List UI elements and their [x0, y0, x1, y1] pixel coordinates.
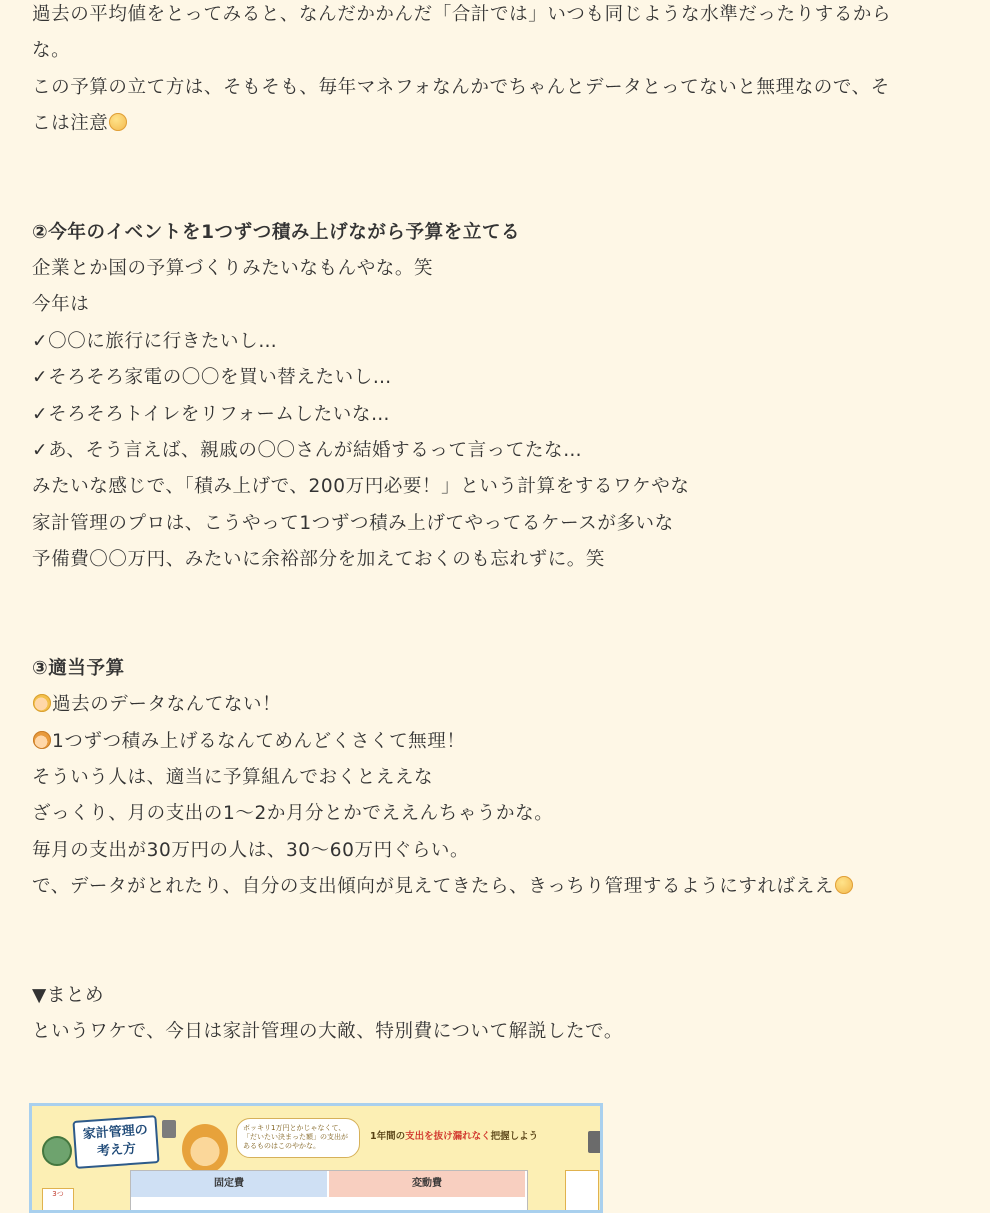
expense-table [130, 1170, 528, 1213]
spacer [32, 906, 960, 978]
quote-line [32, 724, 960, 760]
smile-emoji-icon [109, 113, 127, 131]
infographic-title [72, 1115, 159, 1169]
checklist-item: ✓〇〇に旅行に行きたいし… [32, 330, 278, 352]
paragraph: 過去の平均値をとってみると、なんだかかんだ「合計では」いつも同じような水準だったりするから [32, 4, 892, 25]
section-heading: ③適当予算 [32, 657, 125, 679]
paragraph: この予算の立て方は、そもそも、毎年マネフォなんかでちゃんとデータとってないと無理なので、そ [32, 76, 890, 98]
quote-text: 1つずつ積み上げるなんてめんどくさくて無理！ [52, 730, 466, 752]
quote-line [32, 687, 960, 723]
person-emoji-icon [33, 731, 51, 749]
spacer [32, 579, 960, 651]
paragraph: ざっくり、月の支出の1〜2か月分とかでええんちゃうかな。 [32, 803, 554, 825]
section-heading: ②今年のイベントを1つずつ積み上げながら予算を立てる [32, 221, 521, 243]
paragraph: 企業とか国の予算づくりみたいなもんやな。笑 [32, 258, 434, 280]
checklist-item: ✓そろそろ家電の〇〇を買い替えたいし… [32, 367, 392, 389]
paragraph: というワケで、今日は家計管理の大敵、特別費について解説したで。 [32, 1020, 623, 1042]
headline-text: 1年間の [370, 1131, 406, 1142]
spacer [32, 143, 960, 215]
paragraph: 予備費〇〇万円、みたいに余裕部分を加えておくのも忘れずに。笑 [32, 549, 606, 571]
checklist-item: ✓あ、そう言えば、親戚の〇〇さんが結婚するって言ってたな… [32, 440, 583, 462]
paragraph [32, 106, 960, 142]
headline-text: 把握しよう [490, 1131, 539, 1142]
smile-emoji-icon [835, 876, 853, 894]
infographic-image[interactable] [29, 1103, 603, 1213]
quote-text: 過去のデータなんてない！ [52, 694, 282, 716]
checklist-item: ✓そろそろトイレをリフォームしたいな… [32, 403, 391, 425]
headline-highlight: 支出を抜け漏れなく [405, 1131, 491, 1142]
infographic-title-line: 家計管理の [82, 1122, 149, 1143]
fixed-cost-header: 固定費 [131, 1171, 327, 1197]
infographic-title-line: 考え方 [96, 1141, 137, 1160]
paragraph: な。 [32, 40, 71, 62]
variable-cost-header: 変動費 [329, 1171, 525, 1197]
coin-icon [42, 1136, 72, 1166]
calculator-icon [588, 1131, 603, 1153]
person-emoji-icon [33, 694, 51, 712]
infographic-headline [370, 1128, 538, 1142]
side-label: 3つ [42, 1188, 74, 1213]
speech-bubble: ボッキリ1万円とかじゃなくて、「だいたい決まった額」の支出があるものはこのやかな。 [236, 1118, 360, 1158]
paragraph: そういう人は、適当に予算組んでおくとええな [32, 766, 434, 788]
side-note-box [565, 1170, 599, 1212]
calculator-icon [162, 1120, 176, 1138]
paragraph-text: で、データがとれたり、自分の支出傾向が見えてきたら、きっちり管理するようにすればええ [32, 876, 834, 898]
paragraph: みたいな感じで、「積み上げで、200万円必要！」という計算をするワケやな [32, 476, 690, 498]
paragraph: 家計管理のプロは、こうやって1つずつ積み上げてやってるケースが多いな [32, 512, 674, 534]
paragraph [32, 869, 960, 905]
summary-heading: ▼まとめ [32, 984, 105, 1006]
paragraph-text: こは注意 [32, 113, 109, 135]
paragraph: 毎月の支出が30万円の人は、30〜60万円ぐらい。 [32, 839, 470, 861]
paragraph: 今年は [32, 294, 90, 316]
lion-mascot-icon [182, 1124, 228, 1174]
